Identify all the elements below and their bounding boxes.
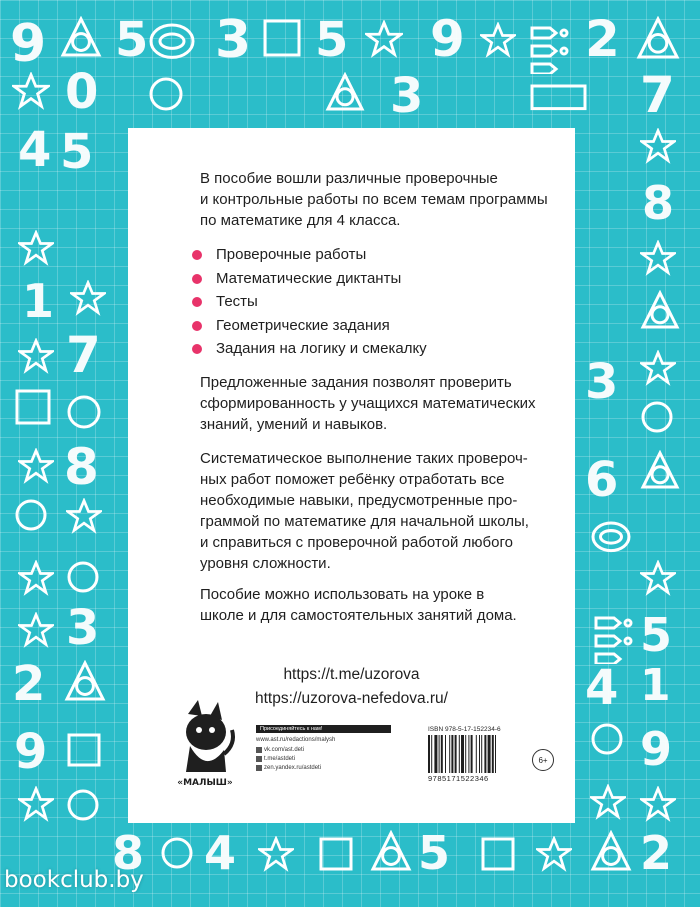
join-label: Присоединяйтесь к нам! xyxy=(256,725,391,733)
decor-digit: 2 xyxy=(12,656,46,712)
decor-circ-icon xyxy=(160,836,194,870)
bullet-icon xyxy=(192,297,202,307)
decor-circ-icon xyxy=(66,788,100,822)
decor-oval-icon xyxy=(148,22,196,60)
decor-digit: 5 xyxy=(115,12,149,68)
decor-tri-icon xyxy=(60,16,102,58)
decor-sq-icon xyxy=(262,18,302,58)
decor-star-icon xyxy=(480,22,516,58)
bullet-icon xyxy=(192,250,202,260)
decor-circ-icon xyxy=(66,560,100,594)
decor-digit: 1 xyxy=(22,274,55,328)
decor-digit: 7 xyxy=(640,66,675,124)
list-item xyxy=(190,270,427,294)
social-row[interactable] xyxy=(256,765,391,771)
decor-tri-icon xyxy=(640,450,680,490)
decor-digit: 3 xyxy=(390,68,424,124)
decor-star-icon xyxy=(258,836,294,872)
telegram-icon xyxy=(256,756,262,762)
list-item-label: Геометрические задания xyxy=(216,316,390,334)
decor-sq-icon xyxy=(14,388,52,426)
decor-digit: 2 xyxy=(640,826,673,880)
decor-star-icon xyxy=(640,560,676,596)
decor-star-icon xyxy=(18,230,54,266)
decor-tri-icon xyxy=(636,16,680,60)
decor-star-icon xyxy=(12,72,50,110)
paragraph-purpose: Предложенные задания позволят проверить сформированность у учащихся математических знаний, умений и навыков. xyxy=(200,374,536,433)
social-row[interactable] xyxy=(256,747,391,753)
decor-digit: 6 xyxy=(585,452,619,508)
decor-star-icon xyxy=(640,240,676,276)
decor-digit: 4 xyxy=(18,122,52,178)
list-item xyxy=(190,293,427,317)
list-item-label: Проверочные работы xyxy=(216,246,367,263)
bullet-icon xyxy=(192,344,202,354)
decor-tri-icon xyxy=(590,830,632,872)
decor-digit: 9 xyxy=(640,722,673,776)
publisher-name: «МАЛЫШ» xyxy=(177,778,233,788)
decor-star-icon xyxy=(18,338,54,374)
dzen-icon xyxy=(256,765,262,771)
decor-circ-icon xyxy=(590,722,624,756)
topic-list xyxy=(190,246,427,364)
decor-digit: 3 xyxy=(215,10,252,70)
decor-star-icon xyxy=(66,498,102,534)
decor-digit: 4 xyxy=(204,826,237,880)
social-text: vk.com/ast.deti xyxy=(264,747,305,753)
list-item-label: Задания на логику и смекалку xyxy=(216,340,427,357)
list-item xyxy=(190,246,427,270)
list-item-label: Математические диктанты xyxy=(216,269,402,287)
decor-star-icon xyxy=(18,786,54,822)
list-item xyxy=(190,317,427,341)
decor-digit: 5 xyxy=(60,124,94,180)
decor-digit: 5 xyxy=(640,608,673,662)
paragraph-benefits: Систематическое выполнение таких провероч- ных работ поможет ребёнку отработать все необходимые навыки, предусмотренные про- граммой по математике для начальной школы, и справиться с проверочной работой любого уровня сложности. xyxy=(200,450,529,572)
decor-star-icon xyxy=(640,350,676,386)
decor-tri-icon xyxy=(640,290,680,330)
decor-digit: 5 xyxy=(315,12,349,68)
decor-sq-icon xyxy=(66,732,102,768)
decor-tri-icon xyxy=(370,830,412,872)
social-block xyxy=(256,725,391,774)
decor-digit: 8 xyxy=(64,438,99,496)
vk-icon xyxy=(256,747,262,753)
watermark: bookclub.by xyxy=(4,867,144,893)
paragraph-usage: Пособие можно использовать на уроке в школе и для самостоятельных занятий дома. xyxy=(200,586,517,624)
publisher-logo xyxy=(170,694,240,790)
bullet-icon xyxy=(192,274,202,284)
decor-star-icon xyxy=(18,560,54,596)
decor-star-icon xyxy=(590,784,626,820)
cat-logo-icon xyxy=(170,694,240,778)
decor-arrows-icon xyxy=(592,610,634,664)
decor-digit: 3 xyxy=(585,354,619,410)
decor-star-icon xyxy=(640,128,676,164)
bullet-icon xyxy=(192,321,202,331)
decor-digit: 4 xyxy=(585,660,619,716)
intro-text: В пособие вошли различные проверочные и контрольные работы по всем темам программы по математике для 4 класса. xyxy=(200,170,548,229)
social-row[interactable] xyxy=(256,756,391,762)
social-text: t.me/astdeti xyxy=(264,756,296,762)
barcode-block xyxy=(428,726,526,783)
decor-digit: 9 xyxy=(14,724,48,780)
decor-digit: 7 xyxy=(66,326,101,384)
publisher-site[interactable]: www.ast.ru/redactions/malysh xyxy=(256,737,336,743)
decor-digit: 8 xyxy=(642,176,675,230)
list-item-label: Тесты xyxy=(216,293,258,310)
decor-sq-icon xyxy=(318,836,354,872)
decor-circ-icon xyxy=(14,498,48,532)
decor-digit: 9 xyxy=(10,14,47,74)
decor-star-icon xyxy=(536,836,572,872)
decor-oval-icon xyxy=(590,520,632,554)
decor-circ-icon xyxy=(66,394,102,430)
website-link[interactable]: https://uzorova-nefedova.ru/ xyxy=(254,690,448,707)
decor-circ-icon xyxy=(640,400,674,434)
decor-digit: 8 xyxy=(112,826,145,880)
decor-tri-icon xyxy=(325,72,365,112)
decor-digit: 9 xyxy=(430,10,465,68)
decor-tri-icon xyxy=(64,660,106,702)
decor-star-icon xyxy=(18,448,54,484)
barcode-icon xyxy=(428,735,526,773)
decor-star-icon xyxy=(70,280,106,316)
decor-circ-icon xyxy=(148,76,184,112)
decor-digit: 0 xyxy=(65,64,99,120)
decor-sq-icon xyxy=(480,836,516,872)
decor-digit: 1 xyxy=(640,660,671,711)
decor-digit: 3 xyxy=(66,600,100,656)
telegram-link[interactable]: https://t.me/uzorova xyxy=(283,666,420,683)
decor-star-icon xyxy=(365,20,403,58)
decor-digit: 2 xyxy=(585,10,620,68)
decor-arrows-icon xyxy=(528,20,570,74)
decor-star-icon xyxy=(18,612,54,648)
content-panel xyxy=(128,128,575,823)
barcode-number: 9785171522346 xyxy=(428,774,489,783)
decor-digit: 5 xyxy=(418,826,451,880)
social-text: zen.yandex.ru/astdeti xyxy=(264,765,322,771)
age-rating: 6+ xyxy=(532,749,554,771)
list-item xyxy=(190,340,427,364)
decor-rect-icon xyxy=(530,84,587,111)
isbn: ISBN 978-5-17-152234-6 xyxy=(428,726,501,733)
decor-star-icon xyxy=(640,786,676,822)
